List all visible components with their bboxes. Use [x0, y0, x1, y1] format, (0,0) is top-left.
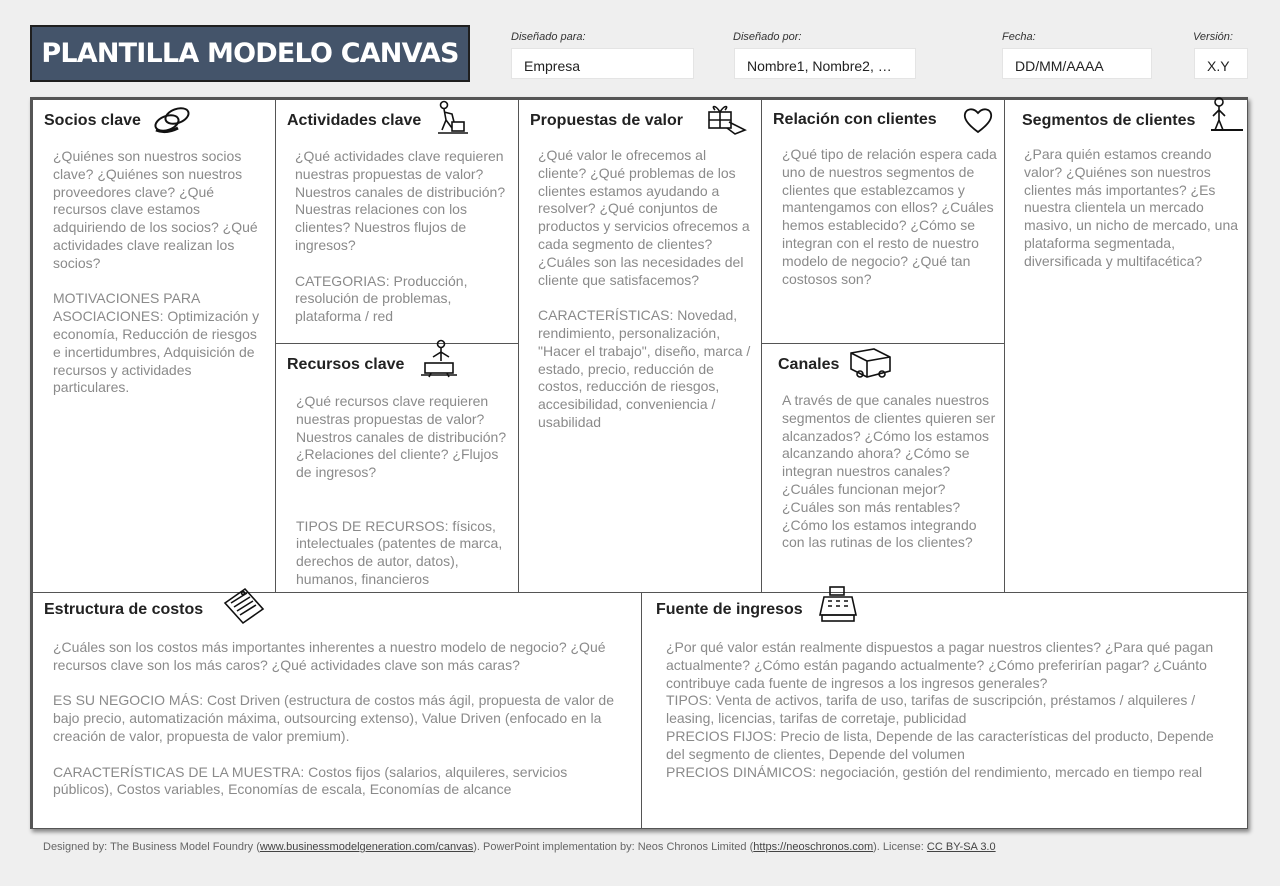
value-propositions-text: ¿Qué valor le ofrecemos al cliente? ¿Qué problemas de los clientes estamos ayudando a resolver? ¿Qué conjuntos de productos y servicios ofrecemos a cada segmento de clientes? ¿Cuáles son las necesidades del cliente que satisfacemos? CARACTERÍSTICAS: Novedad, rendimiento, personalización, "Hacer el trabajo", diseño, marca / estado, precio, reducción de costos, reducción de riesgos, accesibilidad, conveniencia / usabilidad [538, 147, 751, 430]
revenue-streams-title: Fuente de ingresos [656, 601, 803, 618]
designed-by-field[interactable]: Nombre1, Nombre2, … [734, 48, 916, 79]
person-icon [1209, 96, 1245, 134]
customer-relationships-title: Relación con clientes [773, 111, 937, 128]
cash-register-icon [818, 583, 860, 625]
revenue-streams-text: ¿Por qué valor están realmente dispuestos a pagar nuestros clientes? ¿Para qué pagan actualmente? ¿Cómo están pagando actualmente? ¿Cómo preferirían pagar? ¿Cuánto contribuye cada fuente de ingresos a los ingresos generales? TIPOS: Venta de activos, tarifa de uso, tarifas de suscripción, préstamos / alquileres / leasing, licencias, tarifas de corretaje, publicidad PRECIOS FIJOS: Precio de lista, Depende de las características del producto, Depende del segmento de clientes, Depende del volumen PRECIOS DINÁMICOS: negociación, gestión del rendimiento, mercado en tiempo real [666, 639, 1214, 780]
designed-for-label: Diseñado para: [511, 31, 586, 43]
footer-credits [43, 841, 996, 853]
block-revenue-streams[interactable] [641, 592, 1248, 829]
cost-structure-text: ¿Cuáles son los costos más importantes inherentes a nuestro modelo de negocio? ¿Qué recursos clave son los más caros? ¿Qué actividades clave son más caras? ES SU NEGOCIO MÁS: Cost Driven (estructura de costos más ágil, propuesta de valor de bajo precio, automatización máxima, outsourcing extenso), Value Driven (enfocado en la creación de valor, propuesta de valor premium). CARACTERÍSTICAS DE LA MUESTRA: Costos fijos (salarios, alquileres, servicios públicos), Costos variables, Economías de escala, Economías de alcance [53, 639, 614, 798]
template-title-text: PLANTILLA MODELO CANVAS [41, 38, 459, 69]
price-tag-icon [219, 587, 267, 625]
footer-license-prefix: ). License: [873, 841, 927, 853]
factory-worker-icon [419, 339, 459, 383]
customer-segments-text: ¿Para quién estamos creando valor? ¿Quiénes son nuestros clientes más importantes? ¿Es nuestra clientela un mercado masivo, un nicho de mercado, una plataforma segmentada, diversificada y multifacética? [1024, 146, 1242, 269]
date-field[interactable]: DD/MM/AAAA [1002, 48, 1152, 79]
version-field[interactable]: X.Y [1194, 48, 1248, 79]
version-label: Versión: [1193, 31, 1233, 43]
business-model-canvas [30, 97, 1248, 829]
designed-by-label: Diseñado por: [733, 31, 802, 43]
block-channels[interactable] [761, 343, 1005, 593]
gift-icon [705, 100, 747, 138]
worker-icon [434, 100, 470, 136]
key-activities-text: ¿Qué actividades clave requieren nuestras propuestas de valor? Nuestros canales de distribución? Nuestras relaciones con los clientes? Nuestros flujos de ingresos? CATEGORIAS: Producción, resolución de problemas, plataforma / red [295, 148, 506, 325]
footer-middle: ). PowerPoint implementation by: Neos Chronos Limited ( [473, 841, 754, 853]
block-customer-relationships[interactable] [761, 99, 1005, 344]
customer-segments-title: Segmentos de clientes [1022, 112, 1196, 129]
block-customer-segments[interactable] [1004, 99, 1248, 593]
block-key-resources[interactable] [275, 343, 519, 593]
cost-structure-title: Estructura de costos [44, 601, 204, 618]
date-label: Fecha: [1002, 31, 1036, 43]
business-model-link[interactable]: www.businessmodelgeneration.com/canvas [259, 841, 474, 853]
key-resources-text: ¿Qué recursos clave requieren nuestras propuestas de valor? Nuestros canales de distribución? ¿Relaciones del cliente? ¿Flujos de ingresos? TIPOS DE RECURSOS: físicos, intelectuales (patentes de marca, derechos de autor, datos), humanos, financieros [296, 393, 507, 587]
key-activities-title: Actividades clave [287, 112, 422, 129]
block-key-activities[interactable] [275, 99, 519, 344]
block-cost-structure[interactable] [32, 592, 642, 829]
key-partners-title: Socios clave [44, 112, 141, 129]
template-title [30, 25, 470, 82]
license-link[interactable]: CC BY-SA 3.0 [926, 841, 996, 853]
key-partners-text: ¿Quiénes son nuestros socios clave? ¿Quiénes son nuestros proveedores clave? ¿Qué recursos clave estamos adquiriendo de los socios? ¿Qué actividades clave realizan los socios? MOTIVACIONES PARA ASOCIACIONES: Optimización y economía, Reducción de riesgos e incertidumbres, Adquisición de recursos y actividades particulares. [53, 148, 260, 396]
truck-icon [848, 347, 894, 381]
block-value-propositions[interactable] [518, 99, 762, 593]
key-resources-title: Recursos clave [287, 356, 405, 373]
neoschronos-link[interactable]: https://neoschronos.com [753, 841, 874, 853]
designed-for-field[interactable]: Empresa [511, 48, 694, 79]
footer-prefix: Designed by: The Business Model Foundry ( [43, 841, 260, 853]
customer-relationships-text: ¿Qué tipo de relación espera cada uno de nuestros segmentos de clientes que establezcamos y mantengamos con ellos? ¿Cuáles hemos establecido? ¿Cómo se integran con el resto de nuestro modelo de negocio? ¿Qué tan costosos son? [782, 146, 1001, 287]
channels-title: Canales [778, 356, 840, 373]
channels-text: A través de que canales nuestros segmentos de clientes quieren ser alcanzados? ¿Cómo los estamos alcanzando ahora? ¿Cómo se integran nuestros canales? ¿Cuáles funcionan mejor? ¿Cuáles son más rentables? ¿Cómo los estamos integrando con las rutinas de los clientes? [782, 392, 1000, 551]
chain-link-icon [152, 104, 192, 136]
block-key-partners[interactable] [32, 99, 276, 593]
heart-icon [963, 106, 993, 134]
value-propositions-title: Propuestas de valor [530, 112, 683, 129]
